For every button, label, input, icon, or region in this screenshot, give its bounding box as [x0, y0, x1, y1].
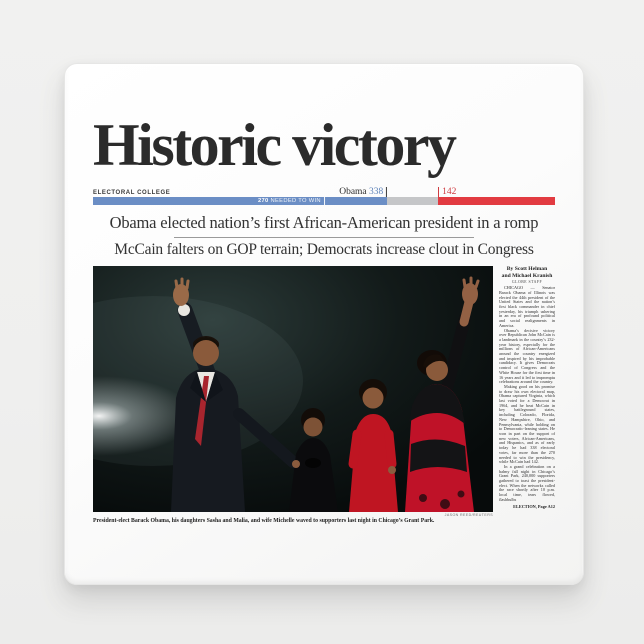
staff-credit: GLOBE STAFF — [511, 280, 543, 285]
bar-segment-mccain — [438, 197, 555, 205]
mccain-votes-label: 142 — [438, 187, 456, 197]
deck-headline-1: Obama elected nation’s first African-American president in a romp — [109, 213, 539, 232]
needed-to-win-marker — [258, 197, 325, 205]
needed-text: NEEDED TO WIN — [270, 198, 321, 204]
story-paragraph: Obama’s decisive victory over Republican John McCain is a landmark in the country’s 232-year history, especially for the millions of African-Americans around the country energized and inspired by his improbable candidacy. It gives Democrats control of Congress and the White House for the first time in 16 years and it led to impromptu celebrations around the country. — [499, 327, 555, 385]
obama-votes-label — [339, 187, 387, 197]
obama-family-photo — [93, 266, 493, 512]
story-paragraph: In a grand celebration on a balmy fall night in Chicago’s Grant Park, 240,000 supporters gathered to toast the president-elect. When the networks called the race shortly after 10 p.m. local time, tears flowed, flashbulbs — [499, 463, 555, 502]
electoral-college-kicker: ELECTORAL COLLEGE — [93, 190, 171, 196]
story-jump-line: ELECTION, Page A12 — [513, 503, 555, 509]
story-paragraph: CHICAGO — Senator Barack Obama of Illinois was elected the 44th president of the United States and the nation’s first black commander in chief yesterday, his triumph ushering in an era of profound political and social realignments in America. — [499, 285, 555, 328]
story-column — [499, 266, 555, 509]
magnet — [64, 63, 584, 585]
photo-caption: President-elect Barack Obama, his daughters Sasha and Malia, and wife Michelle waved to supporters last night in Chicago’s Grant Park. — [93, 518, 435, 524]
byline-line-2: and Michael Kranish — [501, 272, 553, 279]
obama-votes: 338 — [369, 187, 384, 197]
byline-line-1: By Scott Helman — [506, 266, 548, 272]
story-paragraph: Making good on his promise to draw his own electoral map, Obama captured Virginia, which last voted for a Democrat in 1964, and he beat McCain in key battleground states, including Colorado, Florida, New Hampshire, Ohio, and Pennsylvania, while holding on to Democratic-leaning states. He won in part on the support of new voters, African-Americans, and Hispanics, and as of early today he had 338 electoral votes, far more than the 270 needed to win the presidency, while McCain had 142. — [499, 383, 555, 465]
electoral-college-labels — [93, 185, 555, 197]
deck-headline-2: McCain falters on GOP terrain; Democrats increase clout in Congress — [114, 241, 534, 258]
story-body — [499, 286, 555, 502]
bar-segment-undecided — [387, 197, 438, 205]
bar-segment-obama — [93, 197, 387, 205]
electoral-college-bar — [93, 197, 555, 205]
obama-name: Obama — [339, 187, 370, 197]
needed-number: 270 — [257, 198, 269, 204]
photo-credit: JASON REED/REUTERS — [444, 513, 493, 517]
lead-photo-block — [93, 266, 493, 525]
deck-divider-rule — [174, 237, 474, 238]
main-headline: Historic victory — [93, 112, 455, 178]
electoral-college-graphic — [93, 185, 555, 205]
page-main-area — [93, 266, 555, 525]
newspaper-front-page — [93, 64, 555, 584]
